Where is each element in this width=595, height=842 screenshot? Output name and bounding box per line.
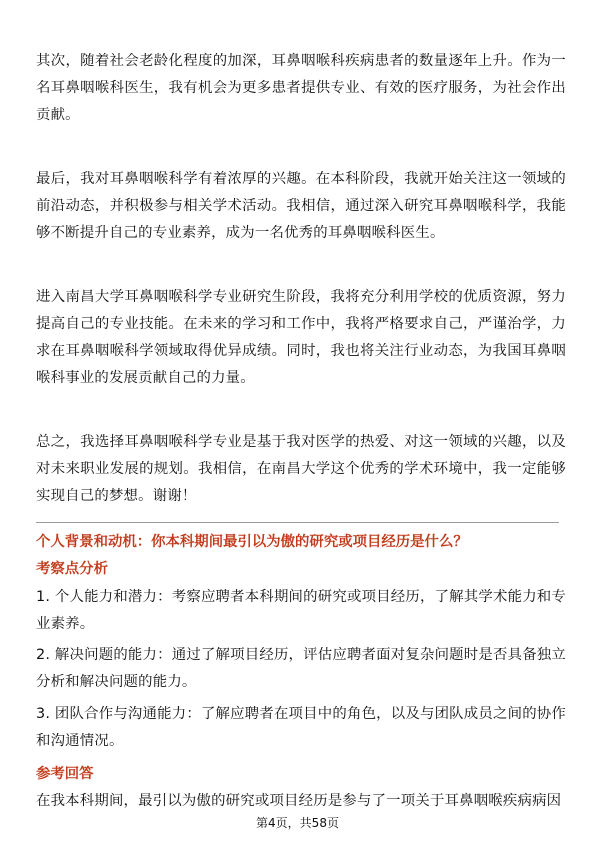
paragraph-interest: 最后，我对耳鼻咽喉科学有着浓厚的兴趣。在本科阶段，我就开始关注这一领域的前沿动态，并积极参与相关学术活动。我相信，通过深入研究耳鼻咽喉科学，我能够不断提升自己的专业素养，成为一名优秀的耳鼻咽喉科医生。	[36, 171, 566, 241]
analysis-item: 2. 解决问题的能力：通过了解项目经历，评估应聘者面对复杂问题时是否具备独立分析和解决问题的能力。	[36, 647, 566, 690]
analysis-heading: 考察点分析	[36, 561, 108, 577]
paragraph-graduate-plan: 进入南昌大学耳鼻咽喉科学专业研究生阶段，我将充分利用学校的优质资源，努力提高自己的专业技能。在未来的学习和工作中，我将严格要求自己，严谨治学，力求在耳鼻咽喉科学领域取得优异成绩。同时，我也将关注行业动态，为我国耳鼻咽喉科事业的发展贡献自己的力量。	[36, 289, 566, 386]
interview-question: 个人背景和动机：你本科期间最引以为傲的研究或项目经历是什么？	[36, 534, 468, 550]
answer-heading: 参考回答	[36, 766, 94, 782]
analysis-item: 1. 个人能力和潜力：考察应聘者本科期间的研究或项目经历，了解其学术能力和专业素养。	[36, 589, 566, 632]
section-divider	[36, 522, 559, 523]
paragraph-conclusion: 总之，我选择耳鼻咽喉科学专业是基于我对医学的热爱、对这一领域的兴趣，以及对未来职业发展的规划。我相信，在南昌大学这个优秀的学术环境中，我一定能够实现自己的梦想。谢谢！	[36, 434, 566, 504]
paragraph-aging-population: 其次，随着社会老龄化程度的加深，耳鼻咽喉科疾病患者的数量逐年上升。作为一名耳鼻咽喉科医生，我有机会为更多患者提供专业、有效的医疗服务，为社会作出贡献。	[36, 53, 566, 123]
page-number: 第4页，共58页	[256, 816, 339, 830]
answer-text: 在我本科期间，最引以为傲的研究或项目经历是参与了一项关于耳鼻咽喉疾病病因	[36, 793, 562, 809]
analysis-item: 3. 团队合作与沟通能力：了解应聘者在项目中的角色，以及与团队成员之间的协作和沟通情况。	[36, 706, 566, 749]
